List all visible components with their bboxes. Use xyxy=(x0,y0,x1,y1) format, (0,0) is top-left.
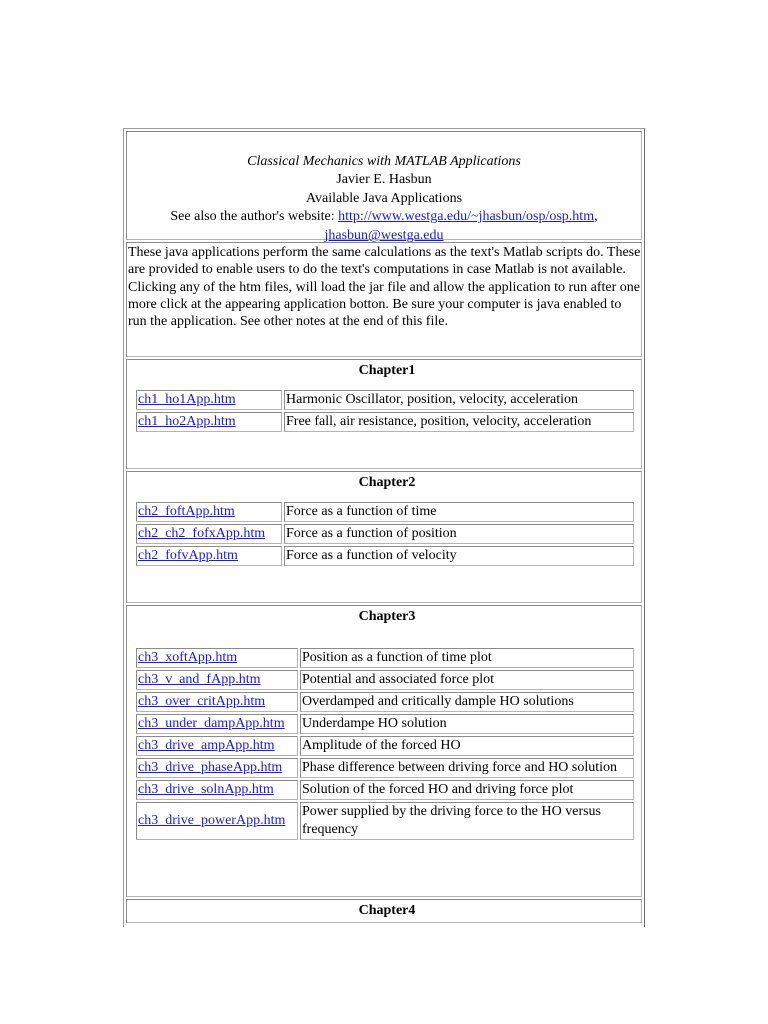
intro-paragraph-cell xyxy=(126,242,642,357)
chapter-section xyxy=(126,471,642,603)
table-row xyxy=(136,546,634,566)
header-subtitle: Available Java Applications xyxy=(305,190,463,206)
website-prefix: See also the author's website: xyxy=(170,209,339,225)
description-cell: Phase difference between driving force and HO solution xyxy=(300,758,634,778)
file-cell xyxy=(136,692,298,712)
website-suffix: , xyxy=(594,209,598,225)
app-file-link[interactable]: ch1_ho2App.htm xyxy=(138,414,236,429)
table-row xyxy=(136,524,634,544)
app-file-link[interactable]: ch2_ch2_fofxApp.htm xyxy=(138,526,266,541)
apps-table xyxy=(134,388,636,434)
table-row xyxy=(136,714,634,734)
app-file-link[interactable]: ch3_xoftApp.htm xyxy=(138,650,238,665)
description-cell: Underdampe HO solution xyxy=(300,714,634,734)
chapter-title: Chapter1 xyxy=(358,363,416,378)
description-cell: Overdamped and critically dample HO solutions xyxy=(300,692,634,712)
file-cell xyxy=(136,412,282,432)
app-file-link[interactable]: ch3_drive_ampApp.htm xyxy=(138,738,275,753)
table-row xyxy=(136,692,634,712)
table-row xyxy=(136,736,634,756)
apps-table xyxy=(134,646,636,842)
description-cell: Free fall, air resistance, position, velocity, acceleration xyxy=(284,412,634,432)
table-row xyxy=(136,648,634,668)
file-cell xyxy=(136,780,298,800)
website-link[interactable]: http://www.westga.edu/~jhasbun/osp/osp.htm xyxy=(338,209,595,225)
table-row xyxy=(136,412,634,432)
description-cell: Potential and associated force plot xyxy=(300,670,634,690)
description-cell: Force as a function of time xyxy=(284,502,634,522)
table-row xyxy=(136,502,634,522)
book-title: Classical Mechanics with MATLAB Applications xyxy=(247,154,521,169)
chapter-section xyxy=(126,359,642,469)
app-file-link[interactable]: ch3_drive_solnApp.htm xyxy=(138,782,274,797)
chapter-section xyxy=(126,899,642,923)
file-cell xyxy=(136,648,298,668)
description-cell: Harmonic Oscillator, position, velocity, acceleration xyxy=(284,390,634,410)
file-cell xyxy=(136,670,298,690)
description-cell: Solution of the forced HO and driving force plot xyxy=(300,780,634,800)
app-file-link[interactable]: ch3_v_and_fApp.htm xyxy=(138,672,261,687)
file-cell xyxy=(136,802,298,840)
app-file-link[interactable]: ch3_drive_powerApp.htm xyxy=(138,813,286,828)
document-header xyxy=(126,131,642,243)
author-name: Javier E. Hasbun xyxy=(336,172,432,188)
app-file-link[interactable]: ch2_fofvApp.htm xyxy=(138,548,238,563)
description-cell: Position as a function of time plot xyxy=(300,648,634,668)
intro-text: These java applications perform the same calculations as the text's Matlab scripts do. These are provided to enable users to do the text's computations in case Matlab is not available. Clicking any of the htm files, will load the jar file and allow the application to run after one more click at the appearing application botton. Be sure your computer is java enabled to run the application. See other notes at the end of this file. xyxy=(128,245,641,330)
file-cell xyxy=(136,502,282,522)
file-cell xyxy=(136,524,282,544)
chapter-title: Chapter4 xyxy=(358,903,416,918)
description-cell: Force as a function of velocity xyxy=(284,546,634,566)
apps-table xyxy=(134,500,636,568)
table-row xyxy=(136,758,634,778)
app-file-link[interactable]: ch3_drive_phaseApp.htm xyxy=(138,760,283,775)
table-row xyxy=(136,390,634,410)
table-row xyxy=(136,670,634,690)
table-row xyxy=(136,802,634,840)
description-cell: Force as a function of position xyxy=(284,524,634,544)
chapter-title: Chapter3 xyxy=(358,609,416,624)
file-cell xyxy=(136,546,282,566)
app-file-link[interactable]: ch2_foftApp.htm xyxy=(138,504,235,519)
app-file-link[interactable]: ch3_under_dampApp.htm xyxy=(138,716,285,731)
file-cell xyxy=(136,390,282,410)
description-cell: Power supplied by the driving force to the HO versus frequency xyxy=(300,802,634,840)
app-file-link[interactable]: ch1_ho1App.htm xyxy=(138,392,236,407)
document-page xyxy=(123,128,645,927)
website-line xyxy=(127,208,641,226)
table-row xyxy=(136,780,634,800)
email-link[interactable]: jhasbun@westga.edu xyxy=(324,227,444,243)
file-cell xyxy=(136,736,298,756)
chapter-title: Chapter2 xyxy=(358,475,416,490)
chapter-section xyxy=(126,605,642,897)
file-cell xyxy=(136,714,298,734)
file-cell xyxy=(136,758,298,778)
description-cell: Amplitude of the forced HO xyxy=(300,736,634,756)
app-file-link[interactable]: ch3_over_critApp.htm xyxy=(138,694,266,709)
